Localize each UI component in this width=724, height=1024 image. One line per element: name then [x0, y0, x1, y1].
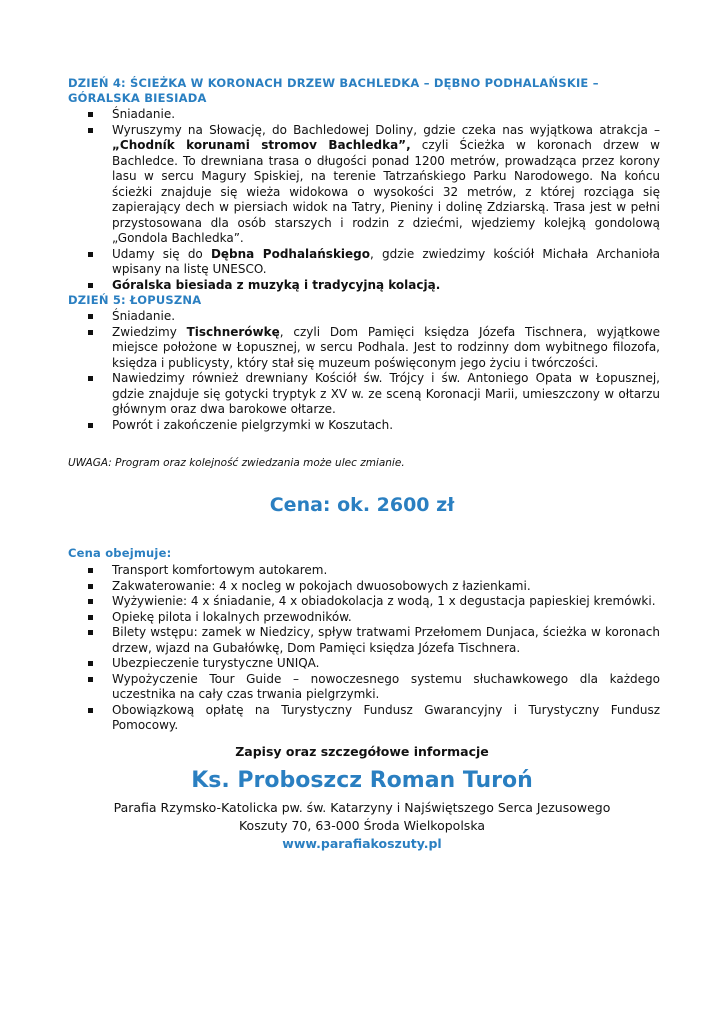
list-item: Transport komfortowym autokarem. — [84, 563, 660, 579]
price-heading: Cena: ok. 2600 zł — [269, 494, 455, 516]
day5-heading: DZIEŃ 5: ŁOPUSZNA — [68, 293, 202, 307]
list-item: Góralska biesiada z muzyką i tradycyjną kolacją. — [84, 278, 660, 294]
list-item: Obowiązkową opłatę na Turystyczny Fundusz Gwarancyjny i Turystyczny Fundusz Pomocowy. — [84, 703, 660, 734]
includes-list — [84, 563, 660, 734]
list-item: Wypożyczenie Tour Guide – nowoczesnego systemu słuchawkowego dla każdego uczestnika na cały czas trwania pielgrzymki. — [84, 672, 660, 703]
list-item: Ubezpieczenie turystyczne UNIQA. — [84, 656, 660, 672]
bullet-icon — [88, 661, 93, 666]
signup-info-heading: Zapisy oraz szczegółowe informacje — [235, 744, 489, 759]
bullet-icon — [88, 599, 93, 604]
bullet-icon — [88, 630, 93, 635]
website-link[interactable]: www.parafiakoszuty.pl — [282, 836, 442, 851]
bullet-icon — [88, 568, 93, 573]
list-item: Powrót i zakończenie pielgrzymki w Koszutach. — [84, 418, 660, 434]
list-item: Wyżywienie: 4 x śniadanie, 4 x obiadokolacja z wodą, 1 x degustacja papieskiej kremówki. — [84, 594, 660, 610]
bullet-icon — [88, 423, 93, 428]
bullet-icon — [88, 677, 93, 682]
bullet-icon — [88, 330, 93, 335]
contact-name: Ks. Proboszcz Roman Turoń — [191, 768, 533, 793]
list-item: Zakwaterowanie: 4 x nocleg w pokojach dwuosobowych z łazienkami. — [84, 579, 660, 595]
list-item: Śniadanie. — [84, 107, 660, 123]
list-item: Zwiedzimy Tischnerówkę, czyli Dom Pamięci księdza Józefa Tischnera, wyjątkowe miejsce położone w Łopusznej, w sercu Podhala. Jest to rodzinny dom wybitnego filozofa, księdza i publicysty, który stał się muzeum poświęconym jego życiu i twórczości. — [84, 325, 660, 372]
day4-list — [84, 107, 660, 293]
bullet-icon — [88, 112, 93, 117]
bullet-icon — [88, 584, 93, 589]
list-item: Wyruszymy na Słowację, do Bachledowej Doliny, gdzie czeka nas wyjątkowa atrakcja – „Chodník korunami stromov Bachledka”, czyli Ścieżka w koronach drzew w Bachledce. To drewniana trasa o długości ponad 1200 metrów, prowadząca przez korony lasu w sercu Magury Spiskiej, na terenie Tatrzańskiego Parku Narodowego. Na końcu ścieżki znajduje się wieża widokowa o wysokości 32 metrów, z której rozciąga się zapierający dech w piersiach widok na Tatry, Pieniny i dolinę Zdziarską. Trasa jest w pełni przystosowana dla osób starszych i rodzin z dziećmi, wjedziemy kolejką gondolową „Gondola Bachledka”. — [84, 123, 660, 247]
parish-address: Koszuty 70, 63-000 Środa Wielkopolska — [238, 818, 485, 833]
bullet-icon — [88, 252, 93, 257]
parish-name: Parafia Rzymsko-Katolicka pw. św. Katarzyny i Najświętszego Serca Jezusowego — [113, 800, 611, 815]
bullet-icon — [88, 708, 93, 713]
program-note: UWAGA: Program oraz kolejność zwiedzania może ulec zmianie. — [68, 457, 405, 469]
list-item: Opiekę pilota i lokalnych przewodników. — [84, 610, 660, 626]
list-item: Nawiedzimy również drewniany Kościół św. Trójcy i św. Antoniego Opata w Łopusznej, gdzie znajduje się gotycki tryptyk z XV w. ze sceną Koronacji Marii, umieszczony w ołtarzu głównym oraz dwa barokowe ołtarze. — [84, 371, 660, 418]
day5-list — [84, 309, 660, 433]
bullet-icon — [88, 376, 93, 381]
bullet-icon — [88, 128, 93, 133]
bullet-icon — [88, 615, 93, 620]
includes-heading: Cena obejmuje: — [68, 546, 172, 560]
bullet-icon — [88, 283, 93, 288]
bullet-icon — [88, 314, 93, 319]
list-item: Udamy się do Dębna Podhalańskiego, gdzie zwiedzimy kościół Michała Archanioła wpisany na listę UNESCO. — [84, 247, 660, 278]
day4-heading: DZIEŃ 4: ŚCIEŻKA W KORONACH DRZEW BACHLEDKA – DĘBNO PODHALAŃSKIE – GÓRALSKA BIESIADA — [68, 76, 599, 105]
list-item: Śniadanie. — [84, 309, 660, 325]
list-item: Bilety wstępu: zamek w Niedzicy, spływ tratwami Przełomem Dunjaca, ścieżka w koronach drzew, wjazd na Gubałówkę, Dom Pamięci księdza Józefa Tischnera. — [84, 625, 660, 656]
